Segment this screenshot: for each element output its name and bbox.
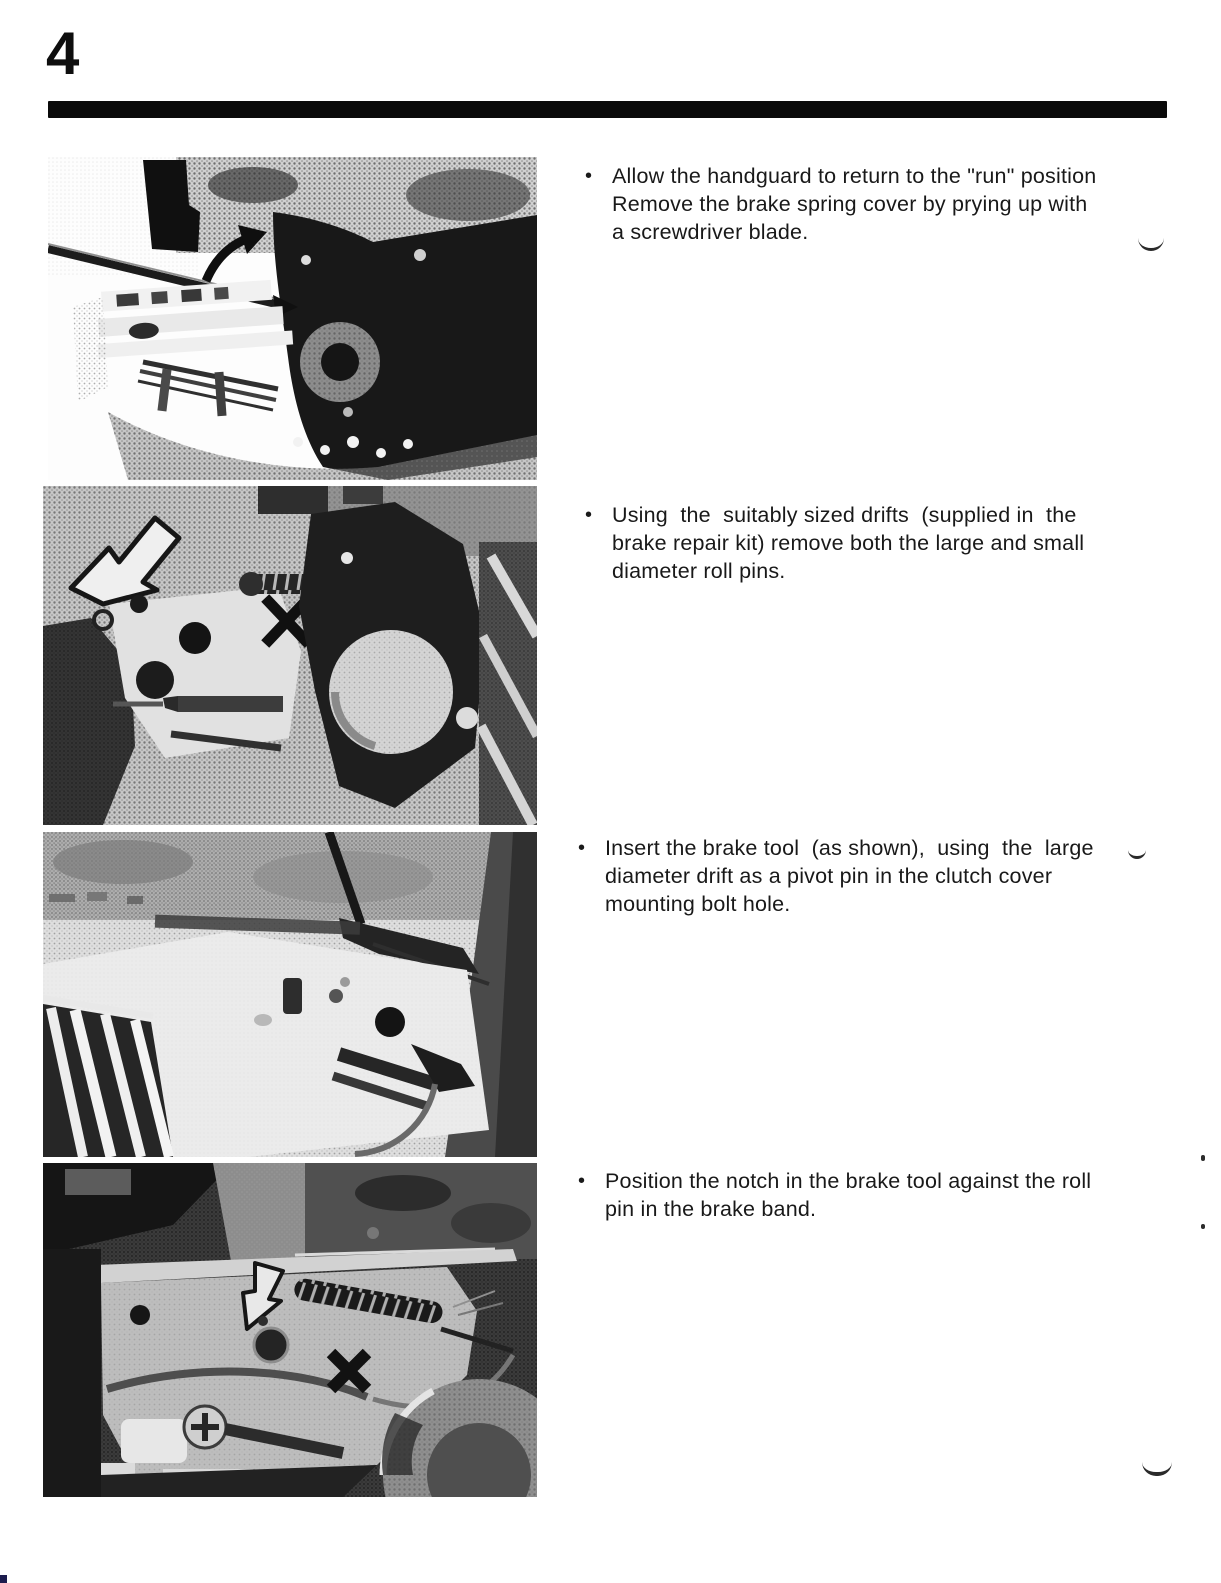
scan-artifact-dot-2 [1201, 1224, 1205, 1229]
instruction-step-3 [578, 834, 1164, 918]
photo-pry-brake-spring-cover [48, 157, 537, 480]
step-1-line-3: a screwdriver blade. [612, 220, 809, 244]
bullet-icon: • [585, 165, 593, 187]
mounting-bolt-hole [375, 1007, 405, 1037]
scan-artifact-swoosh-1 [1138, 238, 1164, 251]
step-2-line-3: diameter roll pins. [612, 559, 786, 583]
step-2-text [612, 501, 1084, 585]
scan-artifact-corner-speck [0, 1575, 7, 1583]
scan-artifact-swoosh-3 [1142, 1462, 1172, 1476]
step-1-line-2: Remove the brake spring cover by prying up with [612, 192, 1088, 216]
bullet-icon: • [585, 504, 593, 526]
drift-pin [178, 696, 283, 712]
header-rule [48, 101, 1167, 118]
photo-remove-roll-pins-image [43, 486, 537, 825]
photo-insert-brake-tool-image [43, 832, 537, 1157]
bullet-icon: • [578, 837, 586, 859]
instruction-step-1 [585, 162, 1165, 246]
step-3-line-2: diameter drift as a pivot pin in the clutch cover [605, 864, 1053, 888]
instruction-step-2 [585, 501, 1165, 585]
step-2-line-1: Using the suitably sized drifts (supplied in the [612, 503, 1077, 527]
step-3-text [605, 834, 1094, 918]
step-1-text [612, 162, 1096, 246]
photo-insert-brake-tool [43, 832, 537, 1157]
step-3-line-3: mounting bolt hole. [605, 892, 791, 916]
page-number: 4 [46, 20, 81, 87]
step-4-line-2: pin in the brake band. [605, 1197, 817, 1221]
photo-remove-roll-pins [43, 486, 537, 825]
step-3-line-1: Insert the brake tool (as shown), using the large [605, 836, 1094, 860]
step-2-line-2: brake repair kit) remove both the large and small [612, 531, 1085, 555]
mounting-slot [283, 978, 302, 1014]
step-1-line-1: Allow the handguard to return to the "run" position [612, 164, 1097, 188]
photo-notch-against-roll-pin-image [43, 1163, 537, 1497]
instruction-step-4 [578, 1167, 1164, 1223]
bullet-icon: • [578, 1170, 586, 1192]
step-4-line-1: Position the notch in the brake tool against the roll [605, 1169, 1092, 1193]
step-4-text [605, 1167, 1091, 1223]
scan-artifact-dot-1 [1201, 1155, 1205, 1161]
photo-notch-against-roll-pin [43, 1163, 537, 1497]
saw-body-parts [94, 279, 293, 358]
roll-pin [254, 1328, 288, 1362]
photo-pry-brake-spring-cover-image [48, 157, 537, 480]
